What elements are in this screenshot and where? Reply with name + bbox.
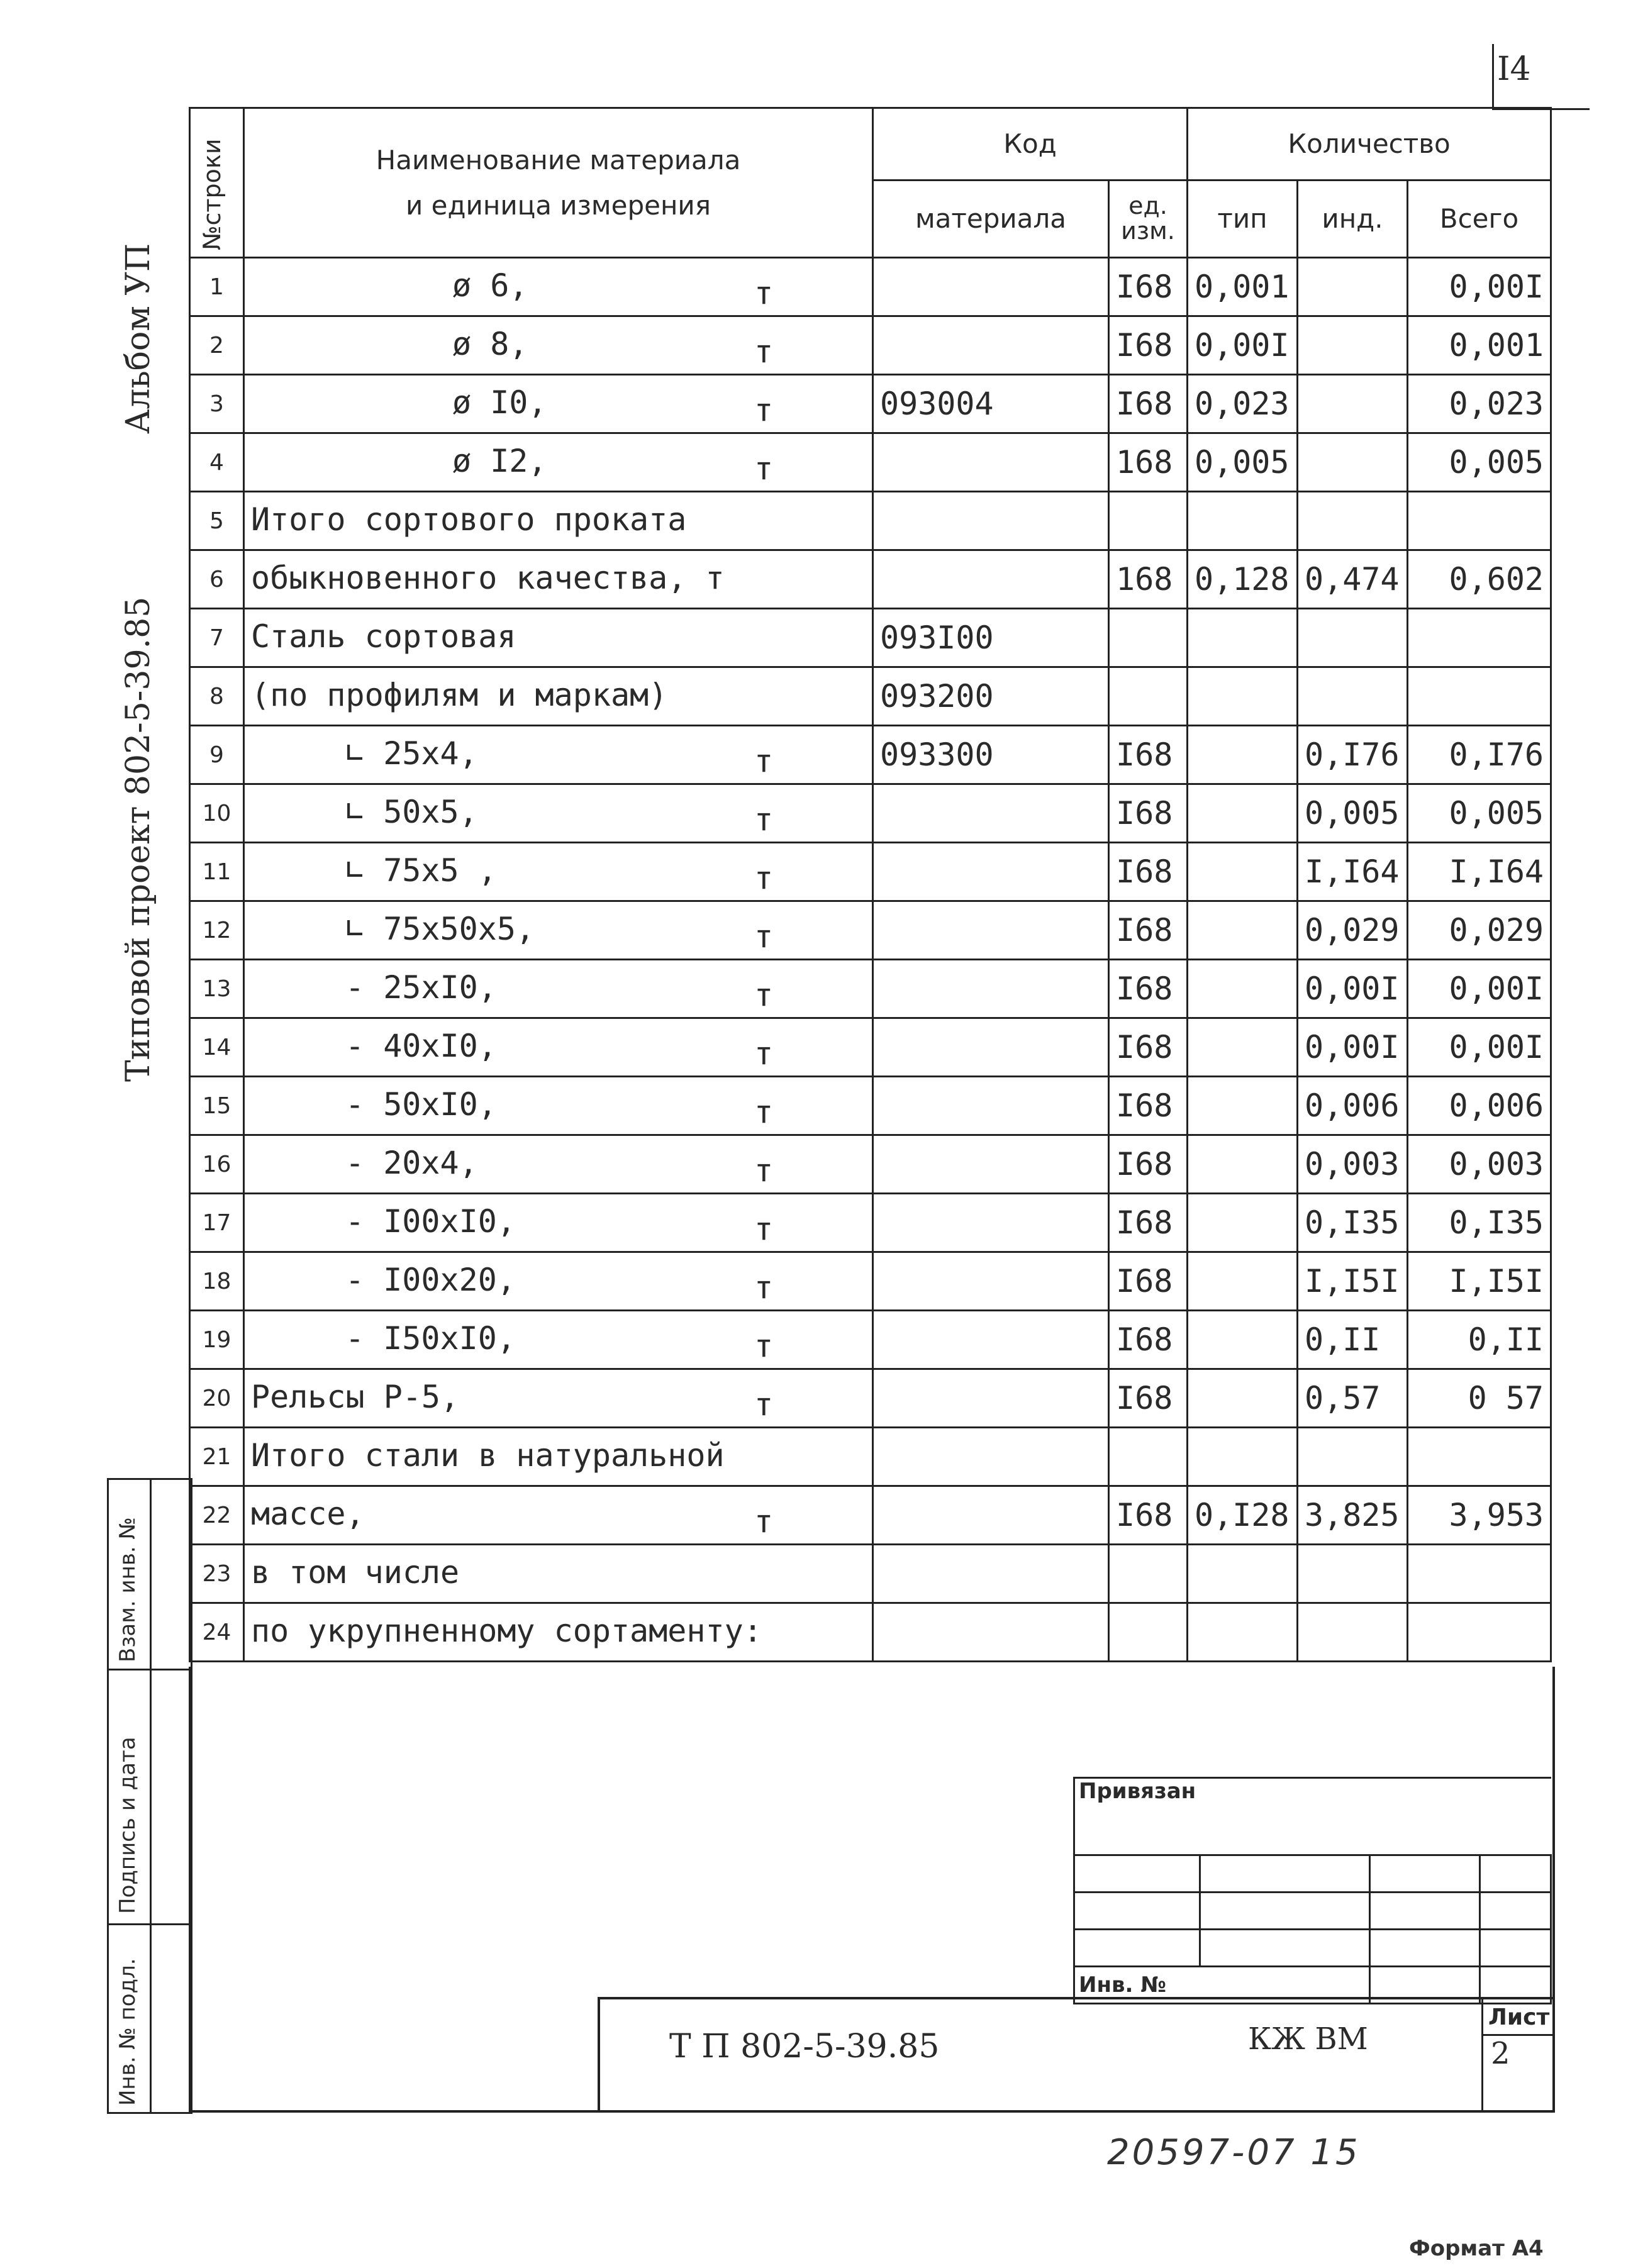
material-code-cell [873, 1603, 1109, 1662]
material-name: ∟ 25x4, [345, 735, 478, 772]
quantity-ind-cell: 0,006 [1298, 1077, 1408, 1135]
quantity-ind-cell: 3,825 [1298, 1486, 1408, 1545]
material-name-cell [244, 843, 873, 901]
unit-code-cell: I68 [1109, 960, 1188, 1018]
material-name-cell [244, 492, 873, 550]
row-number-cell: 1 [190, 258, 244, 316]
header-code-unit: ед. изм. [1109, 180, 1188, 257]
row-number-cell: 13 [190, 960, 244, 1018]
material-unit: т [754, 1503, 774, 1540]
row-number-cell: 12 [190, 901, 244, 960]
table-row [190, 1369, 1551, 1428]
material-name: ø 8, [452, 326, 528, 362]
header-code-material: материала [873, 180, 1109, 257]
table-row [190, 960, 1551, 1018]
materials-table [189, 107, 1552, 1662]
material-name-cell [244, 726, 873, 784]
material-unit: т [754, 1152, 774, 1189]
header-name: Наименование материала и единица измерения [244, 108, 873, 258]
quantity-ind-cell: 0,00I [1298, 960, 1408, 1018]
material-name-cell [244, 550, 873, 609]
row-number-cell: 11 [190, 843, 244, 901]
quantity-type-cell [1188, 1252, 1298, 1311]
quantity-type-cell [1188, 1428, 1298, 1486]
material-code-cell [873, 1486, 1109, 1545]
material-code-cell [873, 550, 1109, 609]
material-code-cell: 093004 [873, 375, 1109, 433]
material-name-cell [244, 901, 873, 960]
material-name: - 25xI0, [345, 969, 497, 1006]
material-name: ∟ 75x5 , [345, 852, 497, 889]
row-number-cell: 6 [190, 550, 244, 609]
header-q-total: Всего [1408, 180, 1551, 257]
quantity-type-cell [1188, 1603, 1298, 1662]
quantity-total-cell [1408, 667, 1551, 726]
quantity-total-cell: 0,003 [1408, 1135, 1551, 1194]
quantity-type-cell: 0,00I [1188, 316, 1298, 375]
row-number-cell: 19 [190, 1311, 244, 1369]
unit-code-cell [1109, 1545, 1188, 1603]
material-unit: т [754, 275, 774, 311]
table-row [190, 726, 1551, 784]
material-name: ø 6, [452, 267, 528, 304]
material-name: ø I2, [452, 443, 547, 479]
row-number-cell: 10 [190, 784, 244, 843]
quantity-ind-cell: 0,029 [1298, 901, 1408, 960]
material-code-cell [873, 1252, 1109, 1311]
unit-code-cell: I68 [1109, 1018, 1188, 1077]
material-unit: т [754, 1211, 774, 1247]
quantity-ind-cell [1298, 667, 1408, 726]
table-row [190, 784, 1551, 843]
table-row [190, 1545, 1551, 1603]
quantity-ind-cell [1298, 1428, 1408, 1486]
material-name: ø I0, [452, 384, 547, 421]
table-row [190, 375, 1551, 433]
quantity-ind-cell: I,I5I [1298, 1252, 1408, 1311]
material-name-cell [244, 1252, 873, 1311]
material-unit: т [754, 1386, 774, 1423]
quantity-type-cell [1188, 1135, 1298, 1194]
title-stamp [598, 1997, 1552, 2113]
material-code-cell [873, 1428, 1109, 1486]
row-number-cell: 24 [190, 1603, 244, 1662]
quantity-type-cell [1188, 784, 1298, 843]
material-unit: т [754, 1269, 774, 1306]
material-code-cell [873, 1194, 1109, 1252]
quantity-ind-cell: 0,474 [1298, 550, 1408, 609]
handwritten-number: 20597-07 15 [1107, 2132, 1361, 2173]
quantity-type-cell [1188, 667, 1298, 726]
quantity-ind-cell [1298, 1603, 1408, 1662]
unit-code-cell: I68 [1109, 258, 1188, 316]
sheet-number: I4 [1497, 50, 1531, 88]
quantity-total-cell [1408, 1545, 1551, 1603]
unit-code-cell: I68 [1109, 1311, 1188, 1369]
quantity-ind-cell [1298, 609, 1408, 667]
header-q-ind: инд. [1298, 180, 1408, 257]
drawing-mark: КЖ ВМ [1248, 2021, 1368, 2057]
quantity-type-cell [1188, 726, 1298, 784]
unit-code-cell [1109, 1603, 1188, 1662]
material-name: - 40xI0, [345, 1028, 497, 1064]
quantity-ind-cell [1298, 492, 1408, 550]
material-name: обыкновенного качества, т [251, 560, 725, 596]
material-name-cell [244, 609, 873, 667]
unit-code-cell: I68 [1109, 1194, 1188, 1252]
material-name: - I50xI0, [345, 1320, 516, 1357]
material-name-cell [244, 1311, 873, 1369]
quantity-total-cell: 0,006 [1408, 1077, 1551, 1135]
table-row [190, 1486, 1551, 1545]
table-row [190, 843, 1551, 901]
row-number-cell: 7 [190, 609, 244, 667]
quantity-type-cell: 0,005 [1188, 433, 1298, 492]
material-name: массе, [251, 1496, 365, 1532]
unit-code-cell: I68 [1109, 1077, 1188, 1135]
table-row [190, 1135, 1551, 1194]
quantity-total-cell: I,I64 [1408, 843, 1551, 901]
row-number-cell: 14 [190, 1018, 244, 1077]
unit-code-cell: I68 [1109, 843, 1188, 901]
format-label: Формат А4 [1409, 2236, 1544, 2261]
material-name-cell [244, 1545, 873, 1603]
quantity-type-cell [1188, 1018, 1298, 1077]
row-number-cell: 20 [190, 1369, 244, 1428]
project-code: Т П 802-5-39.85 [669, 2028, 940, 2065]
unit-code-cell: I68 [1109, 316, 1188, 375]
table-row [190, 1428, 1551, 1486]
attached-label: Привязан [1074, 1778, 1551, 1855]
table-row [190, 1252, 1551, 1311]
table-row [190, 901, 1551, 960]
quantity-total-cell: 0,00I [1408, 960, 1551, 1018]
quantity-total-cell: 0,I35 [1408, 1194, 1551, 1252]
row-number-cell: 18 [190, 1252, 244, 1311]
material-name-cell [244, 1428, 873, 1486]
material-name-cell [244, 784, 873, 843]
row-number-cell: 17 [190, 1194, 244, 1252]
quantity-type-cell: 0,I28 [1188, 1486, 1298, 1545]
replaced-inv-label: Взам. инв. № [115, 1517, 140, 1662]
quantity-ind-cell: 0,II [1298, 1311, 1408, 1369]
material-name: Сталь сортовая [251, 618, 516, 655]
quantity-total-cell [1408, 1603, 1551, 1662]
header-code: Код [873, 108, 1188, 181]
header-q-type: тип [1188, 180, 1298, 257]
material-name: - 20x4, [345, 1145, 478, 1181]
material-unit: т [754, 860, 774, 896]
material-code-cell [873, 901, 1109, 960]
row-number-cell: 22 [190, 1486, 244, 1545]
table-row [190, 1311, 1551, 1369]
material-code-cell [873, 258, 1109, 316]
quantity-total-cell: 0,023 [1408, 375, 1551, 433]
material-name: Рельсы Р-5, [251, 1379, 460, 1415]
quantity-total-cell [1408, 492, 1551, 550]
material-code-cell [873, 1369, 1109, 1428]
quantity-ind-cell: 0,I76 [1298, 726, 1408, 784]
unit-code-cell: I68 [1109, 901, 1188, 960]
material-unit: т [754, 918, 774, 955]
material-unit: т [754, 1035, 774, 1072]
material-name-cell [244, 960, 873, 1018]
quantity-total-cell: 0,00I [1408, 258, 1551, 316]
material-name: (по профилям и маркам) [251, 677, 668, 713]
material-code-cell: 093300 [873, 726, 1109, 784]
material-name-cell [244, 1018, 873, 1077]
material-unit: т [754, 743, 774, 779]
material-name-cell [244, 1369, 873, 1428]
quantity-total-cell: 0,005 [1408, 433, 1551, 492]
material-unit: т [754, 333, 774, 370]
project-label: Типовой проект 802-5-39.85 [120, 596, 157, 1082]
unit-code-cell: I68 [1109, 726, 1188, 784]
row-number-cell: 9 [190, 726, 244, 784]
material-name-cell [244, 667, 873, 726]
signature-date-label: Подпись и дата [115, 1737, 140, 1914]
quantity-total-cell: 0,I76 [1408, 726, 1551, 784]
material-name: ∟ 75x50x5, [345, 911, 535, 947]
material-unit: т [754, 392, 774, 428]
unit-code-cell [1109, 492, 1188, 550]
row-number-cell: 4 [190, 433, 244, 492]
table-row [190, 1603, 1551, 1662]
binding-table [1073, 1777, 1552, 2004]
quantity-type-cell [1188, 1545, 1298, 1603]
unit-code-cell: 168 [1109, 433, 1188, 492]
quantity-type-cell [1188, 1311, 1298, 1369]
row-number-cell: 3 [190, 375, 244, 433]
row-number-cell: 21 [190, 1428, 244, 1486]
material-code-cell [873, 1311, 1109, 1369]
quantity-type-cell: 0,023 [1188, 375, 1298, 433]
quantity-ind-cell: 0,I35 [1298, 1194, 1408, 1252]
material-code-cell [873, 1545, 1109, 1603]
inv-no-label: Инв. № [1074, 1967, 1370, 2004]
row-number-cell: 15 [190, 1077, 244, 1135]
table-body [190, 258, 1551, 1662]
material-name-cell [244, 1135, 873, 1194]
row-number-cell: 16 [190, 1135, 244, 1194]
quantity-total-cell: 0,029 [1408, 901, 1551, 960]
side-stamp-strip [107, 1478, 192, 2114]
material-name: по укрупненному сортаменту: [251, 1613, 762, 1649]
quantity-type-cell [1188, 901, 1298, 960]
material-name-cell [244, 316, 873, 375]
table-row [190, 667, 1551, 726]
quantity-ind-cell: I,I64 [1298, 843, 1408, 901]
quantity-ind-cell: 0,00I [1298, 1018, 1408, 1077]
table-row [190, 609, 1551, 667]
material-code-cell [873, 316, 1109, 375]
quantity-total-cell: 0,00I [1408, 1018, 1551, 1077]
table-row [190, 433, 1551, 492]
header-quantity: Количество [1188, 108, 1551, 181]
quantity-ind-cell [1298, 433, 1408, 492]
row-number-cell: 2 [190, 316, 244, 375]
material-unit: т [754, 1328, 774, 1364]
quantity-total-cell: 0,001 [1408, 316, 1551, 375]
material-name-cell [244, 433, 873, 492]
material-code-cell [873, 1077, 1109, 1135]
unit-code-cell [1109, 609, 1188, 667]
quantity-total-cell: 3,953 [1408, 1486, 1551, 1545]
quantity-total-cell: I,I5I [1408, 1252, 1551, 1311]
material-name-cell [244, 375, 873, 433]
material-name: - I00xI0, [345, 1203, 516, 1240]
unit-code-cell: I68 [1109, 1486, 1188, 1545]
header-row-number: №строки [190, 108, 244, 258]
quantity-total-cell [1408, 1428, 1551, 1486]
quantity-ind-cell [1298, 375, 1408, 433]
sheet-box [1481, 1999, 1552, 2110]
quantity-type-cell [1188, 1077, 1298, 1135]
material-name: в том числе [251, 1554, 460, 1591]
sheet-number-divider [1492, 44, 1494, 110]
material-code-cell: 093I00 [873, 609, 1109, 667]
unit-code-cell: I68 [1109, 784, 1188, 843]
quantity-type-cell [1188, 492, 1298, 550]
material-name-cell [244, 258, 873, 316]
material-name-cell [244, 1077, 873, 1135]
quantity-type-cell [1188, 1369, 1298, 1428]
table-row [190, 550, 1551, 609]
quantity-type-cell [1188, 609, 1298, 667]
material-code-cell [873, 492, 1109, 550]
album-label: Альбом УП [120, 243, 157, 434]
table-row [190, 1077, 1551, 1135]
material-name-cell [244, 1603, 873, 1662]
material-unit: т [754, 450, 774, 487]
unit-code-cell [1109, 667, 1188, 726]
unit-code-cell: I68 [1109, 1135, 1188, 1194]
quantity-ind-cell: 0,005 [1298, 784, 1408, 843]
material-name: Итого стали в натуральной [251, 1437, 725, 1474]
quantity-type-cell: 0,128 [1188, 550, 1298, 609]
row-number-cell: 5 [190, 492, 244, 550]
material-code-cell [873, 1018, 1109, 1077]
material-code-cell [873, 960, 1109, 1018]
quantity-total-cell: 0,602 [1408, 550, 1551, 609]
material-code-cell [873, 784, 1109, 843]
material-name: ∟ 50x5, [345, 794, 478, 830]
material-name-cell [244, 1486, 873, 1545]
row-number-cell: 8 [190, 667, 244, 726]
table-row [190, 1018, 1551, 1077]
row-number-cell: 23 [190, 1545, 244, 1603]
quantity-ind-cell [1298, 316, 1408, 375]
table-row [190, 492, 1551, 550]
material-name: Итого сортового проката [251, 501, 687, 538]
material-code-cell [873, 433, 1109, 492]
table-row [190, 1194, 1551, 1252]
sheet-value: 2 [1491, 2036, 1510, 2071]
quantity-ind-cell: 0,003 [1298, 1135, 1408, 1194]
material-unit: т [754, 1094, 774, 1130]
table-row [190, 316, 1551, 375]
material-code-cell: 093200 [873, 667, 1109, 726]
material-name-cell [244, 1194, 873, 1252]
quantity-ind-cell: 0,57 [1298, 1369, 1408, 1428]
material-unit: т [754, 801, 774, 838]
unit-code-cell: I68 [1109, 1252, 1188, 1311]
quantity-ind-cell [1298, 1545, 1408, 1603]
material-code-cell [873, 843, 1109, 901]
quantity-type-cell [1188, 843, 1298, 901]
material-unit: т [754, 977, 774, 1013]
quantity-total-cell: 0,II [1408, 1311, 1551, 1369]
quantity-type-cell: 0,001 [1188, 258, 1298, 316]
material-code-cell [873, 1135, 1109, 1194]
quantity-total-cell: 0,005 [1408, 784, 1551, 843]
quantity-ind-cell [1298, 258, 1408, 316]
original-inv-label: Инв. № подл. [115, 1958, 140, 2106]
quantity-type-cell [1188, 960, 1298, 1018]
material-name: - 50xI0, [345, 1086, 497, 1123]
unit-code-cell: I68 [1109, 1369, 1188, 1428]
sheet-label: Лист [1488, 2004, 1550, 2030]
table-row [190, 258, 1551, 316]
material-name: - I00x20, [345, 1262, 516, 1298]
unit-code-cell: 168 [1109, 550, 1188, 609]
unit-code-cell: I68 [1109, 375, 1188, 433]
quantity-type-cell [1188, 1194, 1298, 1252]
quantity-total-cell [1408, 609, 1551, 667]
quantity-total-cell: 0 57 [1408, 1369, 1551, 1428]
unit-code-cell [1109, 1428, 1188, 1486]
